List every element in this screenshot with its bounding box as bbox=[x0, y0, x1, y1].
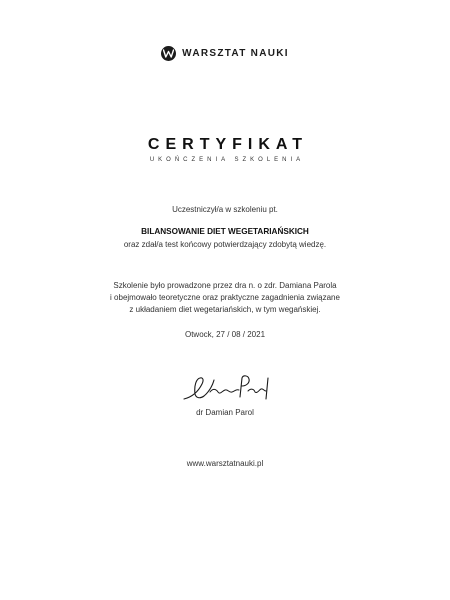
brand-logo-icon bbox=[161, 46, 176, 61]
intro-text: Uczestniczył/a w szkoleniu pt. bbox=[172, 205, 278, 214]
brand-name: WARSZTAT NAUKI bbox=[182, 47, 289, 59]
course-name: BILANSOWANIE DIET WEGETARIAŃSKICH bbox=[141, 227, 309, 236]
description-line-3: z układaniem diet wegetariańskich, w tym wegańskiej. bbox=[129, 305, 321, 314]
handwritten-signature-icon bbox=[180, 372, 276, 402]
description-line-1: Szkolenie było prowadzone przez dra n. o zdr. Damiana Parola bbox=[113, 281, 337, 290]
website-link[interactable]: www.warsztatnauki.pl bbox=[186, 459, 264, 468]
description-line-2: i obejmowało teoretyczne oraz praktyczne zagadnienia związane bbox=[110, 293, 340, 302]
w-letter-mark-icon bbox=[163, 49, 174, 58]
brand-logo bbox=[0, 43, 450, 63]
certificate-title: CERTYFIKAT bbox=[147, 136, 309, 153]
signatory-name: dr Damian Parol bbox=[196, 408, 254, 417]
place-and-date: Otwock, 27 / 08 / 2021 bbox=[184, 330, 266, 339]
test-confirmation-text: oraz zdał/a test końcowy potwierdzający zdobytą wiedzę. bbox=[123, 240, 327, 249]
certificate-subtitle: UKOŃCZENIA SZKOLENIA bbox=[149, 157, 305, 163]
